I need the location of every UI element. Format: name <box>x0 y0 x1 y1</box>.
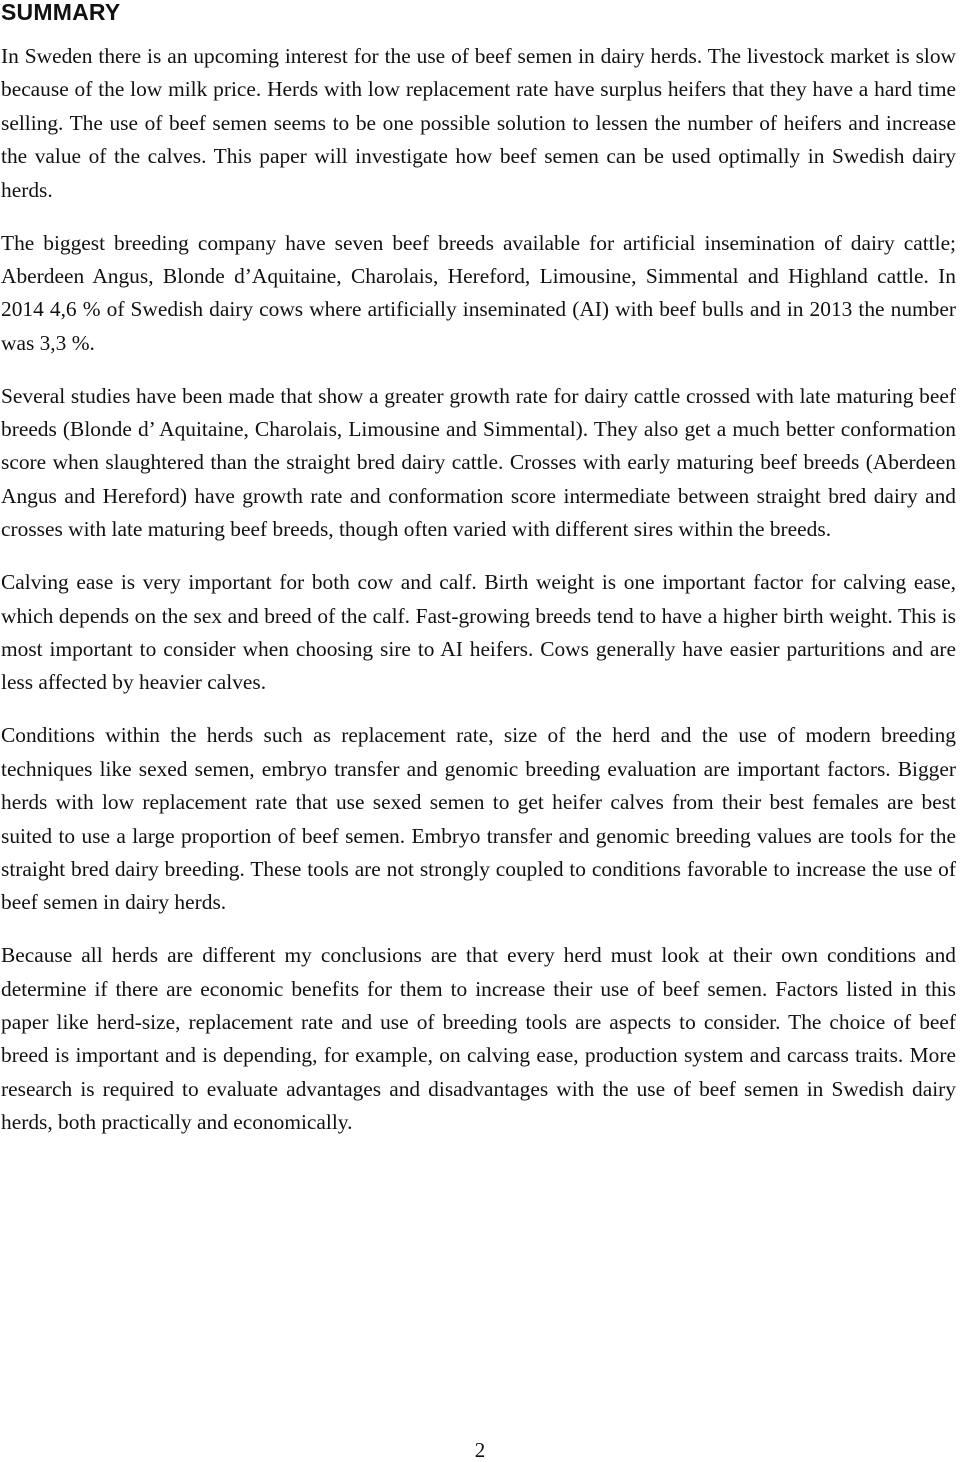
paragraph-calving: Calving ease is very important for both cow and calf. Birth weight is one important factor for calving ease, which depends on the sex and breed of the calf. Fast-growing breeds tend to have a higher birth weight. This is most important to consider when choosing sire to AI heifers. Cows generally have easier parturitions and are less affected by heavier calves. <box>1 570 956 695</box>
paragraph-intro: In Sweden there is an upcoming interest for the use of beef semen in dairy herds. The livestock market is slow because of the low milk price. Herds with low replacement rate have surplus heifers that they have a hard time selling. The use of beef semen seems to be one possible solution to lessen the number of heifers and increase the value of the calves. This paper will investigate how beef semen can be used optimally in Swedish dairy herds. <box>1 44 956 202</box>
paragraph-breeds: The biggest breeding company have seven beef breeds available for artificial insemination of dairy cattle; Aberdeen Angus, Blonde d’Aquitaine, Charolais, Hereford, Limousine, Simmental and Highland cattle. In 2014 4,6 % of Swedish dairy cows where artificially inseminated (AI) with beef bulls and in 2013 the number was 3,3 %. <box>1 230 956 355</box>
paragraph-growth: Several studies have been made that show a greater growth rate for dairy cattle crossed with late maturing beef breeds (Blonde d’ Aquitaine, Charolais, Limousine and Simmental). They also get a much better conformation score when slaughtered than the straight bred dairy cattle. Crosses with early maturing beef breeds (Aberdeen Angus and Hereford) have growth rate and conformation score intermediate between straight bred dairy and crosses with late maturing beef breeds, though often varied with different sires within the breeds. <box>1 383 956 542</box>
paragraph-conditions: Conditions within the herds such as replacement rate, size of the herd and the use of modern breeding techniques like sexed semen, embryo transfer and genomic breeding evaluation are important factors. Bigger herds with low replacement rate that use sexed semen to get heifer calves from their best females are best suited to use a large proportion of beef semen. Embryo transfer and genomic breeding values are tools for the straight bred dairy breeding. These tools are not strongly coupled to conditions favorable to increase the use of beef semen in dairy herds. <box>1 723 956 915</box>
page-number: 2 <box>474 1438 486 1462</box>
paragraph-conclusions: Because all herds are different my conclusions are that every herd must look at their own conditions and determine if there are economic benefits for them to increase their use of beef semen. Factors listed in this paper like herd-size, replacement rate and use of breeding tools are aspects to consider. The choice of beef breed is important and is depending, for example, on calving ease, production system and carcass traits. More research is required to evaluate advantages and disadvantages with the use of beef semen in Swedish dairy herds, both practically and economically. <box>1 943 956 1135</box>
section-heading: SUMMARY <box>1 0 121 25</box>
summary-body <box>1 40 956 1159</box>
